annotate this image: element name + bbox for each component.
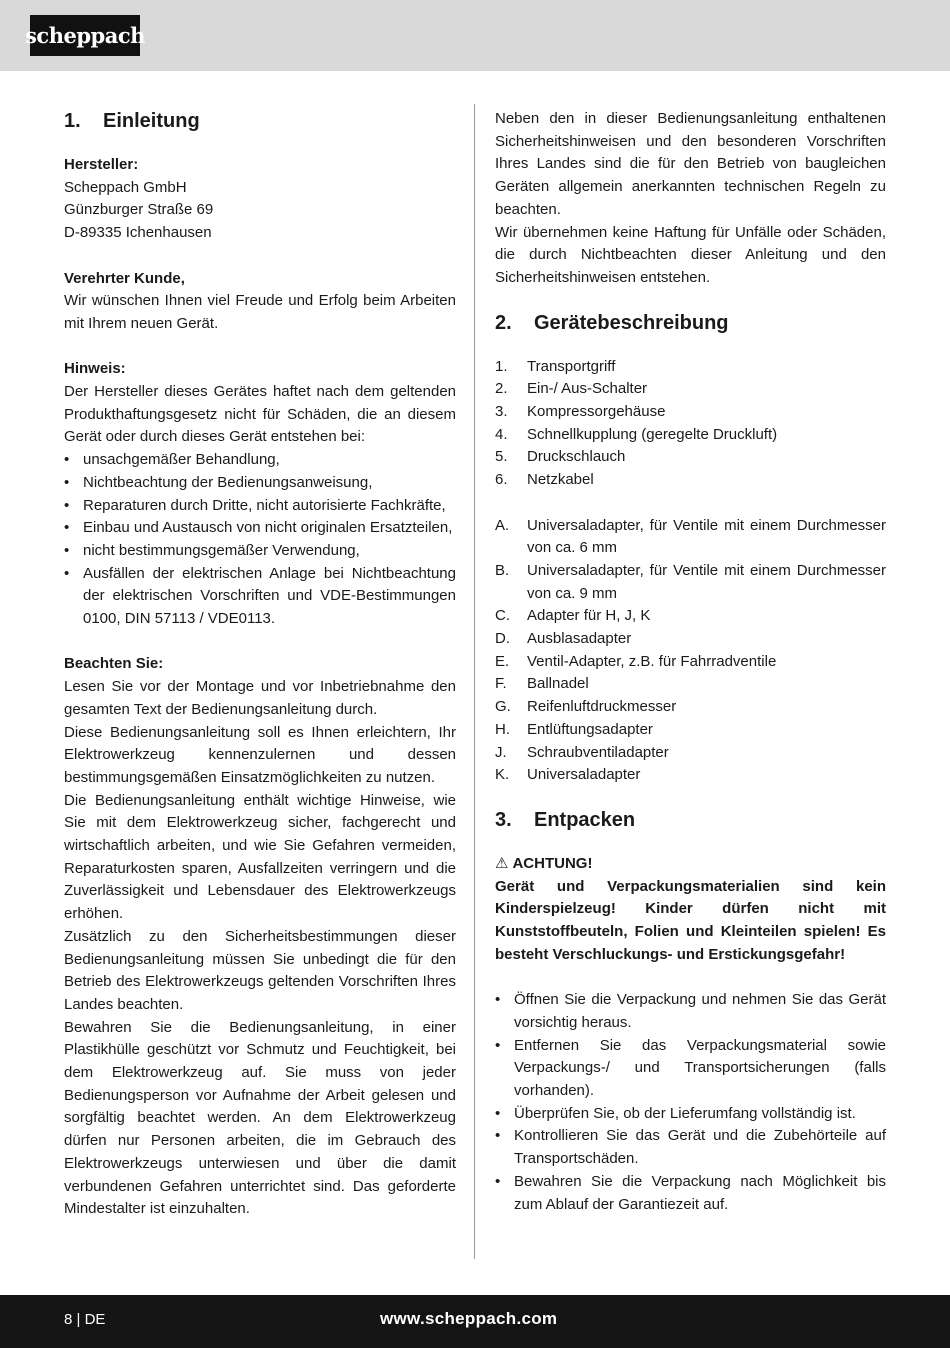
list-item: 3. Kompressorgehäuse	[495, 403, 666, 421]
section-heading-1: 1. Einleitung	[64, 110, 200, 132]
footer-bar	[0, 1295, 950, 1348]
list-item: B. Universaladapter, für Ventile mit einem Durchmesser von ca. 9 mm	[495, 561, 886, 602]
page-number: 8 | DE	[64, 1311, 106, 1328]
list-item: • Ausfällen der elektrischen Anlage bei Nichtbeachtung der elektrischen Vorschriften und VDE-Bestimmungen 0100, DIN 57113 / VDE0113.	[64, 563, 456, 631]
list-item: G. Reifenluftdruckmesser	[495, 698, 677, 716]
right-column	[495, 108, 886, 1216]
column-divider	[474, 104, 475, 1259]
observe-paragraph: Diese Bedienungsanleitung soll es Ihnen erleichtern, Ihr Elektrowerkzeug kennenzulernen und dessen bestimmungsgemäßen Einsatzmöglichkeiten zu nutzen.	[64, 723, 456, 786]
warning-triangle-icon: ⚠	[495, 854, 509, 872]
list-item: 1. Transportgriff	[495, 357, 616, 375]
manufacturer-label: Hersteller:	[64, 156, 139, 173]
list-item: • Bewahren Sie die Verpackung nach Möglichkeit bis zum Ablauf der Garantiezeit auf.	[495, 1171, 886, 1216]
observe-paragraph: Die Bedienungsanleitung enthält wichtige Hinweise, wie Sie mit dem Elektrowerkzeug sicher, fachgerecht und wirtschaftlich arbeiten, und wie Sie Gefahren vermeiden, Reparaturkosten sparen, Ausfallzeiten verringern und die Zuverlässigkeit und Lebensdauer des Elektrowerkzeugs erhöhen.	[64, 791, 456, 923]
customer-label: Verehrter Kunde,	[64, 269, 185, 287]
list-item: • Einbau und Austausch von nicht originalen Ersatzteilen,	[64, 517, 456, 540]
header-bar	[0, 0, 950, 71]
warning-text: Gerät und Verpackungsmaterialien sind kein Kinderspielzeug! Kinder dürfen nicht mit Kunststoffbeuteln, Folien und Kleinteilen spielen! Es besteht Verschluckungs- und Erstickungsgefahr!	[495, 877, 886, 963]
note-bullet-list	[64, 449, 456, 631]
observe-label: Beachten Sie:	[64, 655, 164, 673]
list-item: E. Ventil-Adapter, z.B. für Fahrradventile	[495, 652, 777, 670]
observe-paragraph: Lesen Sie vor der Montage und vor Inbetriebnahme den gesamten Text der Bedienungsanleitung durch.	[64, 678, 456, 718]
list-item: 2. Ein-/ Aus-Schalter	[495, 380, 648, 398]
parts-numbered-list	[495, 356, 886, 492]
list-item: • Entfernen Sie das Verpackungsmaterial sowie Verpackungs-/ und Transportsicherungen (falls vorhanden).	[495, 1035, 886, 1103]
list-item: C. Adapter für H, J, K	[495, 607, 651, 625]
manufacturer-line: Scheppach GmbH	[64, 178, 187, 196]
manufacturer-line: D-89335 Ichenhausen	[64, 224, 212, 242]
list-item: A. Universaladapter, für Ventile mit einem Durchmesser von ca. 6 mm	[495, 516, 886, 557]
list-item: • Reparaturen durch Dritte, nicht autorisierte Fachkräfte,	[64, 495, 456, 518]
list-item: F. Ballnadel	[495, 675, 589, 693]
manufacturer-line: Günzburger Straße 69	[64, 201, 214, 219]
intro-paragraph: Neben den in dieser Bedienungsanleitung enthaltenen Sicherheitshinweisen und den besonderen Vorschriften Ihres Landes sind die für den Betrieb von baugleichen Geräten allgemein anerkannten technischen Regeln zu beachten.	[495, 110, 886, 218]
list-item: D. Ausblasadapter	[495, 630, 632, 648]
section-heading-2: 2. Gerätebeschreibung	[495, 311, 729, 334]
intro-paragraph: Wir übernehmen keine Haftung für Unfälle oder Schäden, die durch Nichtbeachten dieser Anleitung und den Sicherheitshinweisen entstehen.	[495, 223, 886, 286]
unpack-bullet-list	[495, 989, 886, 1216]
section-heading-3: 3. Entpacken	[495, 808, 636, 831]
scheppach-logo: scheppach	[30, 15, 140, 56]
list-item: • Überprüfen Sie, ob der Lieferumfang vollständig ist.	[495, 1103, 886, 1126]
list-item: • Öffnen Sie die Verpackung und nehmen Sie das Gerät vorsichtig heraus.	[495, 989, 886, 1034]
list-item: 5. Druckschlauch	[495, 448, 626, 466]
list-item: J. Schraubventiladapter	[495, 743, 669, 761]
list-item: H. Entlüftungsadapter	[495, 720, 653, 738]
list-item: K. Universaladapter	[495, 766, 641, 784]
list-item: • unsachgemäßer Behandlung,	[64, 449, 456, 472]
customer-text: Wir wünschen Ihnen viel Freude und Erfolg beim Arbeiten mit Ihrem neuen Gerät.	[64, 292, 456, 332]
list-item: • nicht bestimmungsgemäßer Verwendung,	[64, 540, 456, 563]
observe-paragraph: Zusätzlich zu den Sicherheitsbestimmungen dieser Bedienungsanleitung müssen Sie unbedingt die für den Betrieb des Elektrowerkzeugs geltenden Vorschriften Ihres Landes beachten.	[64, 927, 456, 1013]
warning-label: ⚠ ACHTUNG!	[495, 854, 593, 872]
list-item: • Nichtbeachtung der Bedienungsanweisung,	[64, 472, 456, 495]
list-item: 6. Netzkabel	[495, 471, 594, 489]
observe-paragraph: Bewahren Sie die Bedienungsanleitung, in einer Plastikhülle geschützt vor Schmutz und Feuchtigkeit, bei dem Elektrowerkzeug auf. Sie muss von jeder Bedienungsperson vor Aufnahme der Arbeit gelesen und sorgfältig beachtet werden. An dem Elektrowerkzeug dürfen nur Personen arbeiten, die im Gebrauch des Elektrowerkzeugs unterwiesen und über die damit verbundenen Gefahren unterrichtet sind. Das geforderte Mindestalter ist einzuhalten.	[64, 1018, 456, 1218]
note-label: Hinweis:	[64, 360, 126, 378]
note-text: Der Hersteller dieses Gerätes haftet nach dem geltenden Produkthaftungsgesetz nicht für Schäden, die an diesem Gerät oder durch dieses Gerät entstehen bei:	[64, 383, 456, 446]
list-item: • Kontrollieren Sie das Gerät und die Zubehörteile auf Transportschäden.	[495, 1125, 886, 1170]
parts-lettered-list	[495, 515, 886, 787]
website-link[interactable]: www.scheppach.com	[380, 1309, 558, 1328]
list-item: 4. Schnellkupplung (geregelte Druckluft)	[495, 425, 778, 443]
left-column	[64, 108, 456, 1221]
